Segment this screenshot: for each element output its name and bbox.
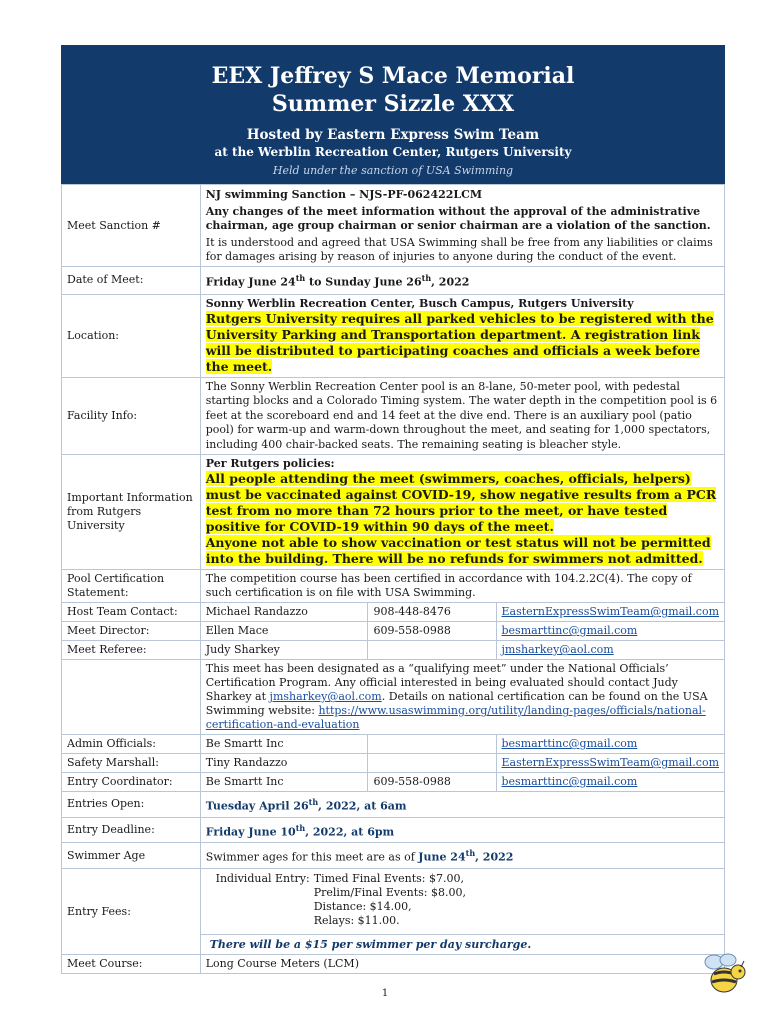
label-date: Date of Meet: [62, 267, 201, 295]
meet-info-table [61, 184, 725, 974]
entry-coordinator-email-link[interactable]: besmarttinc@gmail.com [501, 775, 638, 789]
covid-requirement: All people attending the meet (swimmers, coaches, officials, helpers) must be vaccinated against COVID-19, show negative results from a PCR test from no more than 72 hours prior to the meet, or have tested positive for COVID-19 within 90 days of the meet. [205, 471, 717, 535]
label-location: Location: [62, 294, 201, 377]
safety-email-link[interactable]: EasternExpressSwimTeam@gmail.com [501, 756, 719, 770]
label-swimmer-age: Swimmer Age [62, 843, 201, 869]
location-name: Sonny Werblin Recreation Center, Busch Campus, Rutgers University [205, 296, 634, 310]
row-swimmer-age [62, 843, 725, 869]
referee-email-link[interactable]: jmsharkey@aol.com [501, 643, 614, 657]
meet-header [61, 45, 725, 184]
row-referee-note [62, 660, 725, 735]
label-admin: Admin Officials: [62, 735, 201, 754]
safety-phone [368, 754, 496, 773]
entry-coordinator-phone: 609-558-0988 [368, 773, 496, 792]
director-email-link[interactable]: besmarttinc@gmail.com [501, 624, 638, 638]
entry-fees [200, 869, 724, 955]
label-entry-fees: Entry Fees: [62, 869, 201, 955]
entry-deadline-date: Friday June 10th, 2022, at 6pm [200, 817, 724, 843]
label-referee: Meet Referee: [62, 641, 201, 660]
row-referee [62, 641, 725, 660]
sanction-note: Held under the sanction of USA Swimming [272, 164, 514, 177]
meet-date: Friday June 24th to Sunday June 26th, 2022 [200, 267, 724, 295]
surcharge-note: There will be a $15 per swimmer per day surcharge. [201, 934, 724, 952]
label-pool-cert: Pool Certification Statement: [62, 570, 201, 603]
host-contact-email-link[interactable]: EasternExpressSwimTeam@gmail.com [501, 605, 719, 619]
facility-text: The Sonny Werblin Recreation Center pool is an 8-lane, 50-meter pool, with pedestal starting blocks and a Colorado Timing system. The water depth in the competition pool is 6 feet at the scoreboard end and 14 feet at the dive end. There is an auxiliary pool (patio pool) for warm-up and warm-down throughout the meet, and seating for 1,000 spectators, including 400 chair-backed seats. The remaining seating is bleacher style. [200, 377, 724, 455]
row-location [62, 294, 725, 377]
fee-item: Relays: $11.00. [313, 914, 400, 928]
sanction-warning: Any changes of the meet information without the approval of the administrative chairman, age group chairman or senior chairman are a violation of the sanction. [205, 205, 711, 232]
entries-open-date: Tuesday April 26th, 2022, at 6am [200, 792, 724, 818]
row-director [62, 622, 725, 641]
fee-item: Individual Entry: Timed Final Events: $7.00, [215, 872, 464, 886]
row-entry-coordinator [62, 773, 725, 792]
admin-email-link[interactable]: besmarttinc@gmail.com [501, 737, 638, 751]
row-entries-open [62, 792, 725, 818]
label-safety: Safety Marshall: [62, 754, 201, 773]
fee-item: Prelim/Final Events: $8.00, [313, 886, 466, 900]
row-pool-cert [62, 570, 725, 603]
director-phone: 609-558-0988 [368, 622, 496, 641]
page-number: 1 [381, 988, 389, 999]
fee-item: Distance: $14.00, [313, 900, 412, 914]
course-text: Long Course Meters (LCM) [200, 955, 724, 974]
row-sanction [62, 185, 725, 267]
row-course [62, 955, 725, 974]
label-course: Meet Course: [62, 955, 201, 974]
safety-name: Tiny Randazzo [200, 754, 368, 773]
admission-warning: Anyone not able to show vaccination or test status will not be permitted into the building. There will be no refunds for swimmers not admitted. [205, 535, 711, 567]
host-line: Hosted by Eastern Express Swim Team [246, 127, 540, 143]
director-name: Ellen Mace [200, 622, 368, 641]
label-rutgers: Important Information from Rutgers University [62, 455, 201, 570]
row-entry-deadline [62, 817, 725, 843]
host-contact-phone: 908-448-8476 [368, 603, 496, 622]
label-sanction: Meet Sanction # [62, 185, 201, 267]
label-entry-coordinator: Entry Coordinator: [62, 773, 201, 792]
row-entry-fees [62, 869, 725, 955]
label-host-contact: Host Team Contact: [62, 603, 201, 622]
label-director: Meet Director: [62, 622, 201, 641]
venue-line: at the Werblin Recreation Center, Rutgers University [214, 145, 572, 159]
rutgers-policies-heading: Per Rutgers policies: [205, 457, 335, 471]
referee-note-email-link[interactable]: jmsharkey@aol.com [269, 690, 382, 704]
row-facility [62, 377, 725, 455]
sanction-number: NJ swimming Sanction – NJS-PF-062422LCM [205, 188, 483, 201]
referee-note: This meet has been designated as a “qualifying meet” under the National Officials’ Certification Program. Any official interested in being evaluated should contact Judy Sharkey at jmsharkey@aol.com. Details on national certification can be found on the USA Swimming website: https://www.usaswimming.org/utility/landing-pages/officials/national-certification-and-evaluation [200, 660, 724, 735]
row-safety [62, 754, 725, 773]
liability-statement: It is understood and agreed that USA Swimming shall be free from any liabilities or claims for damages arising by reason of injuries to anyone during the conduct of the event. [205, 236, 713, 263]
meet-title: EEX Jeffrey S Mace Memorial Summer Sizzle XXX [211, 63, 575, 117]
referee-phone [368, 641, 496, 660]
fee-list [206, 872, 719, 928]
row-host-contact [62, 603, 725, 622]
swimmer-age-text: Swimmer ages for this meet are as of June 24th, 2022 [200, 843, 724, 869]
usa-swimming-certification-link[interactable]: https://www.usaswimming.org/utility/landing-pages/officials/national-certification-and-evaluation [205, 704, 706, 732]
label-entries-open: Entries Open: [62, 792, 201, 818]
label-entry-deadline: Entry Deadline: [62, 817, 201, 843]
pool-cert-text: The competition course has been certified in accordance with 104.2.2C(4). The copy of such certification is on file with USA Swimming. [200, 570, 724, 603]
row-rutgers [62, 455, 725, 570]
host-contact-name: Michael Randazzo [200, 603, 368, 622]
admin-phone [368, 735, 496, 754]
label-facility: Facility Info: [62, 377, 201, 455]
admin-name: Be Smartt Inc [200, 735, 368, 754]
row-date [62, 267, 725, 295]
row-admin [62, 735, 725, 754]
entry-coordinator-name: Be Smartt Inc [200, 773, 368, 792]
parking-notice: Rutgers University requires all parked vehicles to be registered with the University Parking and Transportation department. A registration link will be distributed to participating coaches and officials a week before the meet. [205, 310, 714, 374]
referee-name: Judy Sharkey [200, 641, 368, 660]
